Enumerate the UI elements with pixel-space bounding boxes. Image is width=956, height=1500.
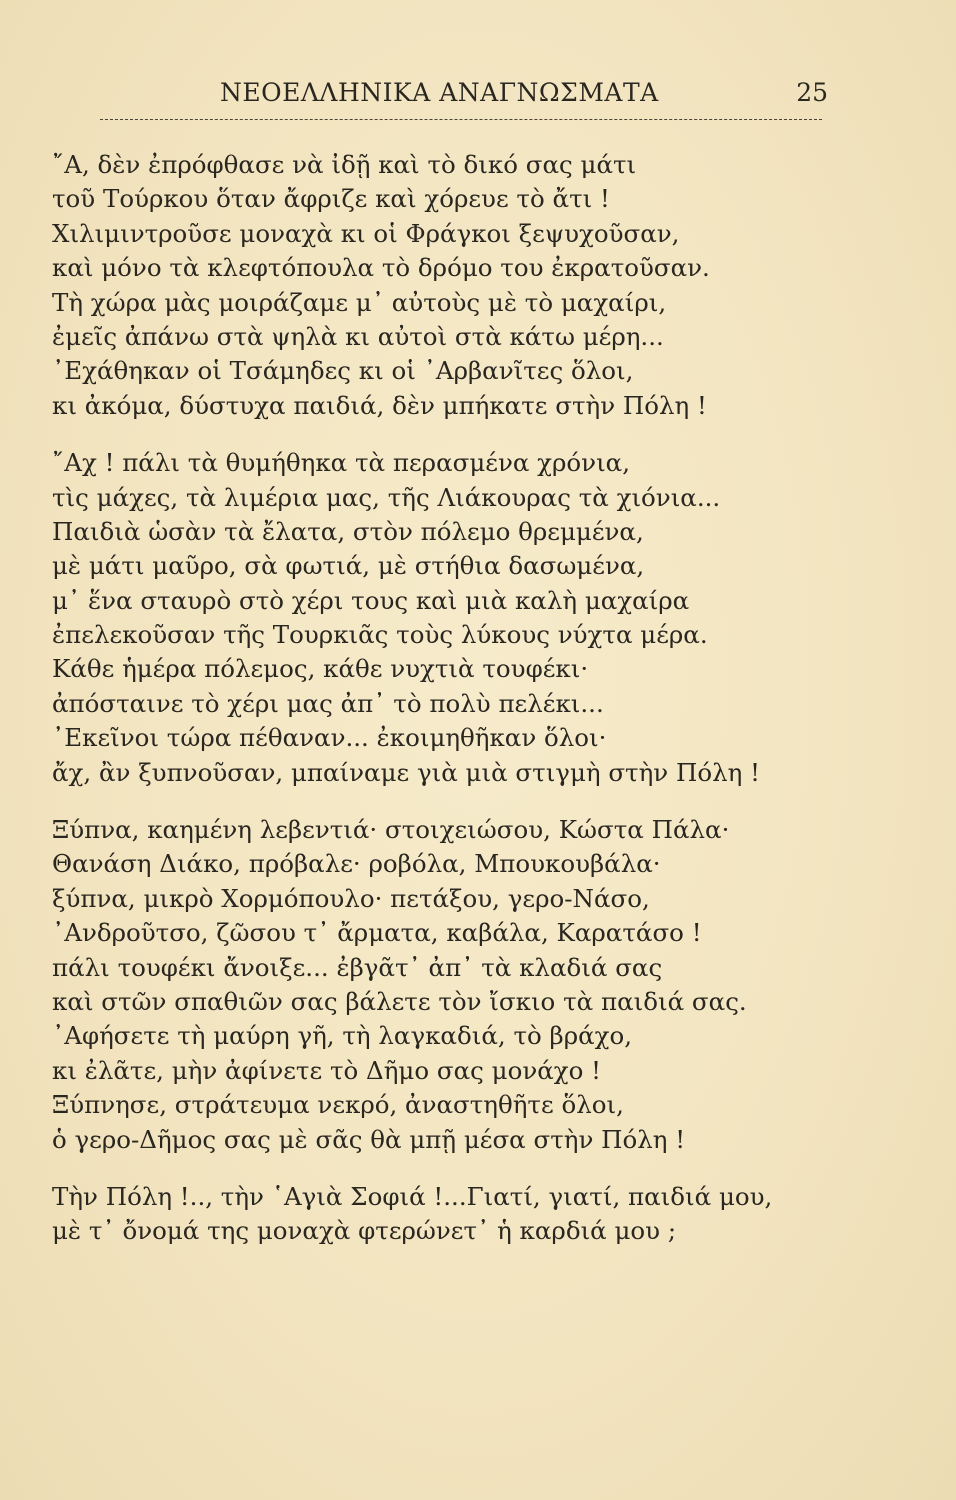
stanza-1: [52, 148, 842, 423]
verse-line: ἐμεῖς ἀπάνω στὰ ψηλὰ κι αὐτοὶ στὰ κάτω μέρη...: [52, 321, 664, 351]
poem-body: [52, 148, 842, 1272]
stanza-3: [52, 813, 842, 1157]
verse-line: κι ἀκόμα, δύστυχα παιδιά, δὲν μπήκατε στὴν Πόλη !: [52, 390, 707, 420]
verse-line: ξύπνα, μικρὸ Χορμόπουλο· πετάξου, γερο-Νάσο,: [52, 883, 650, 913]
verse-line: Τὴ χώρα μὰς μοιράζαμε μ᾿ αὐτοὺς μὲ τὸ μαχαίρι,: [52, 287, 667, 317]
verse-line: ἐπελεκοῦσαν τῆς Τουρκιᾶς τοὺς λύκους νύχτα μέρα.: [52, 620, 708, 650]
verse-line: ἀπόσταινε τὸ χέρι μας ἀπ᾿ τὸ πολὺ πελέκι...: [52, 688, 604, 718]
verse-line: Ξύπνα, καημένη λεβεντιά· στοιχειώσου, Κώστα Πάλα·: [52, 815, 730, 845]
verse-line: Θανάση Διάκο, πρόβαλε· ροβόλα, Μπουκουβάλα·: [52, 849, 661, 879]
verse-line: πάλι τουφέκι ἄνοιξε... ἐβγᾶτ᾿ ἀπ᾿ τὰ κλαδιά σας: [52, 952, 663, 982]
running-head-title: ΝΕΟΕΛΛΗΝΙΚΑ ΑΝΑΓΝΩΣΜΑΤΑ: [220, 78, 659, 107]
stanza-4: [52, 1180, 842, 1249]
verse-line: Κάθε ἡμέρα πόλεμος, κάθε νυχτιὰ τουφέκι·: [52, 654, 589, 684]
page-number: 25: [796, 78, 828, 107]
verse-line: ᾿Ανδροῦτσο, ζῶσου τ᾿ ἄρματα, καβάλα, Καρατάσο !: [52, 918, 702, 948]
verse-line: ἄχ, ἂν ξυπνοῦσαν, μπαίναμε γιὰ μιὰ στιγμὴ στὴν Πόλη !: [52, 757, 760, 787]
verse-line: Ξύπνησε, στράτευμα νεκρό, ἀναστηθῆτε ὅλοι,: [52, 1090, 624, 1120]
verse-line: ᾿Αφήσετε τὴ μαύρη γῆ, τὴ λαγκαδιά, τὸ βράχο,: [52, 1021, 633, 1051]
verse-line: Τὴν Πόλη !.., τὴν ῾Αγιὰ Σοφιά !...Γιατί, γιατί, παιδιά μου,: [52, 1181, 773, 1211]
verse-line: Χιλιμιντροῦσε μοναχὰ κι οἱ Φράγκοι ξεψυχοῦσαν,: [52, 218, 680, 248]
verse-line: μὲ τ᾿ ὄνομά της μοναχὰ φτερώνετ᾿ ἡ καρδιά μου ;: [52, 1216, 677, 1246]
verse-line: ῎Α, δὲν ἐπρόφθασε νὰ ἰδῇ καὶ τὸ δικό σας μάτι: [52, 150, 637, 179]
verse-line: Παιδιὰ ὡσὰν τὰ ἔλατα, στὸν πόλεμο θρεμμένα,: [52, 516, 644, 546]
stanza-2: [52, 446, 842, 790]
verse-line: τὶς μάχες, τὰ λιμέρια μας, τῆς Λιάκουρας τὰ χιόνια...: [52, 482, 721, 512]
verse-line: ὁ γερο-Δῆμος σας μὲ σᾶς θὰ μπῇ μέσα στὴν Πόλη !: [52, 1124, 686, 1154]
verse-line: μὲ μάτι μαῦρο, σὰ φωτιά, μὲ στήθια δασωμένα,: [52, 551, 645, 581]
header-rule: [100, 119, 822, 120]
running-head: [100, 78, 828, 118]
verse-line: καὶ μόνο τὰ κλεφτόπουλα τὸ δρόμο του ἐκρατοῦσαν.: [52, 253, 710, 283]
verse-line: ᾿Εκεῖνοι τώρα πέθαναν... ἐκοιμηθῆκαν ὅλοι·: [52, 723, 607, 753]
verse-line: ῎Αχ ! πάλι τὰ θυμήθηκα τὰ περασμένα χρόνια,: [52, 448, 631, 478]
verse-line: κι ἐλᾶτε, μὴν ἀφίνετε τὸ Δῆμο σας μονάχο !: [52, 1055, 602, 1085]
verse-line: τοῦ Τούρκου ὅταν ἄφριζε καὶ χόρευε τὸ ἄτι !: [52, 184, 610, 214]
verse-line: ᾿Εχάθηκαν οἱ Τσάμηδες κι οἱ ᾿Αρβανῖτες ὅλοι,: [52, 356, 634, 386]
verse-line: μ᾿ ἕνα σταυρὸ στὸ χέρι τους καὶ μιὰ καλὴ μαχαίρα: [52, 585, 690, 615]
verse-line: καὶ στῶν σπαθιῶν σας βάλετε τὸν ἴσκιο τὰ παιδιά σας.: [52, 986, 747, 1016]
